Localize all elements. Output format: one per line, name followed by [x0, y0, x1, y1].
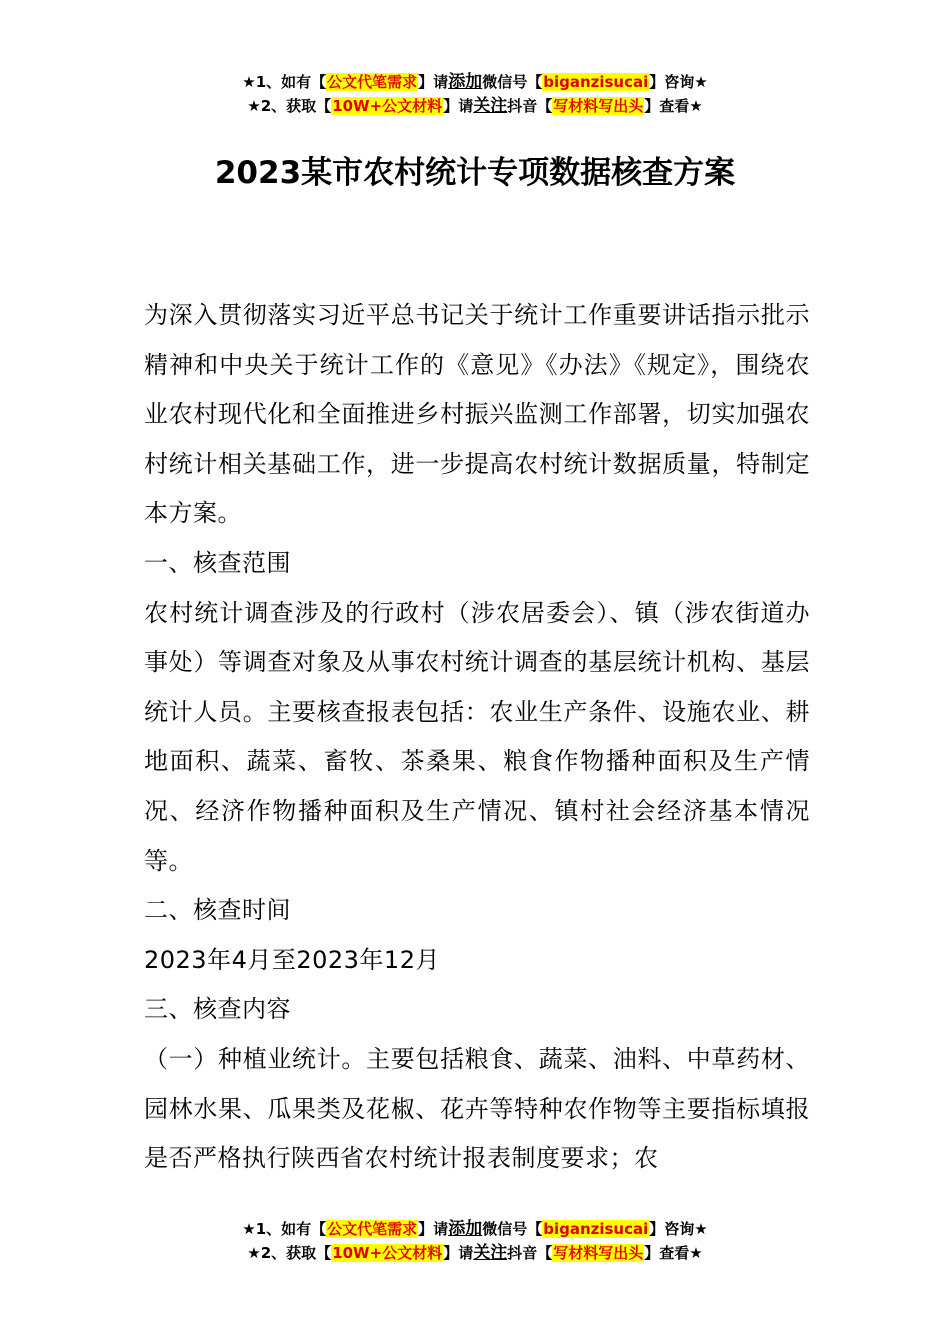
banner-highlight: biganzisucai [543, 1220, 649, 1238]
banner-highlight: 10W+公文材料 [332, 97, 443, 115]
banner-highlight: 10W+公文材料 [332, 1244, 443, 1262]
body-paragraph: （一）种植业统计。主要包括粮食、蔬菜、油料、中草药材、园林水果、瓜果类及花椒、花卉等特种农作物等主要指标填报是否严格执行陕西省农村统计报表制度要求；农 [144, 1044, 810, 1173]
banner-highlight: 写材料写出头 [553, 97, 644, 115]
section-heading: 三、核查内容 [144, 995, 291, 1024]
banner-highlight: 写材料写出头 [553, 1244, 644, 1262]
document-body [144, 291, 810, 1184]
banner-highlight: 公文代笔需求 [327, 73, 418, 91]
footer-banner [0, 1217, 950, 1265]
document-title: 2023某市农村统计专项数据核查方案 [214, 155, 736, 191]
banner-highlight: 公文代笔需求 [327, 1220, 418, 1238]
banner-line-1: ★1、如有【公文代笔需求】请添加微信号【biganzisucai】咨询★ [242, 72, 708, 92]
body-paragraph: 2023年4月至2023年12月 [144, 945, 440, 974]
banner-line-2: ★2、获取【10W+公文材料】请关注抖音【写材料写出头】查看★ [247, 1243, 703, 1263]
section-heading: 一、核查范围 [144, 548, 291, 577]
banner-highlight: biganzisucai [543, 73, 649, 91]
body-paragraph: 农村统计调查涉及的行政村（涉农居委会）、镇（涉农街道办事处）等调查对象及从事农村统计调查的基层统计机构、基层统计人员。主要核查报表包括：农业生产条件、设施农业、耕地面积、蔬菜、畜牧、茶桑果、粮食作物播种面积及生产情况、经济作物播种面积及生产情况、镇村社会经济基本情况等。 [144, 598, 810, 875]
header-banner [0, 70, 950, 118]
banner-line-1: ★1、如有【公文代笔需求】请添加微信号【biganzisucai】咨询★ [242, 1219, 708, 1239]
intro-paragraph: 为深入贯彻落实习近平总书记关于统计工作重要讲话指示批示精神和中央关于统计工作的《意见》《办法》《规定》，围绕农业农村现代化和全面推进乡村振兴监测工作部署，切实加强农村统计相关基础工作，进一步提高农村统计数据质量，特制定本方案。 [144, 301, 810, 528]
banner-line-2: ★2、获取【10W+公文材料】请关注抖音【写材料写出头】查看★ [247, 96, 703, 116]
section-heading: 二、核查时间 [144, 896, 291, 925]
